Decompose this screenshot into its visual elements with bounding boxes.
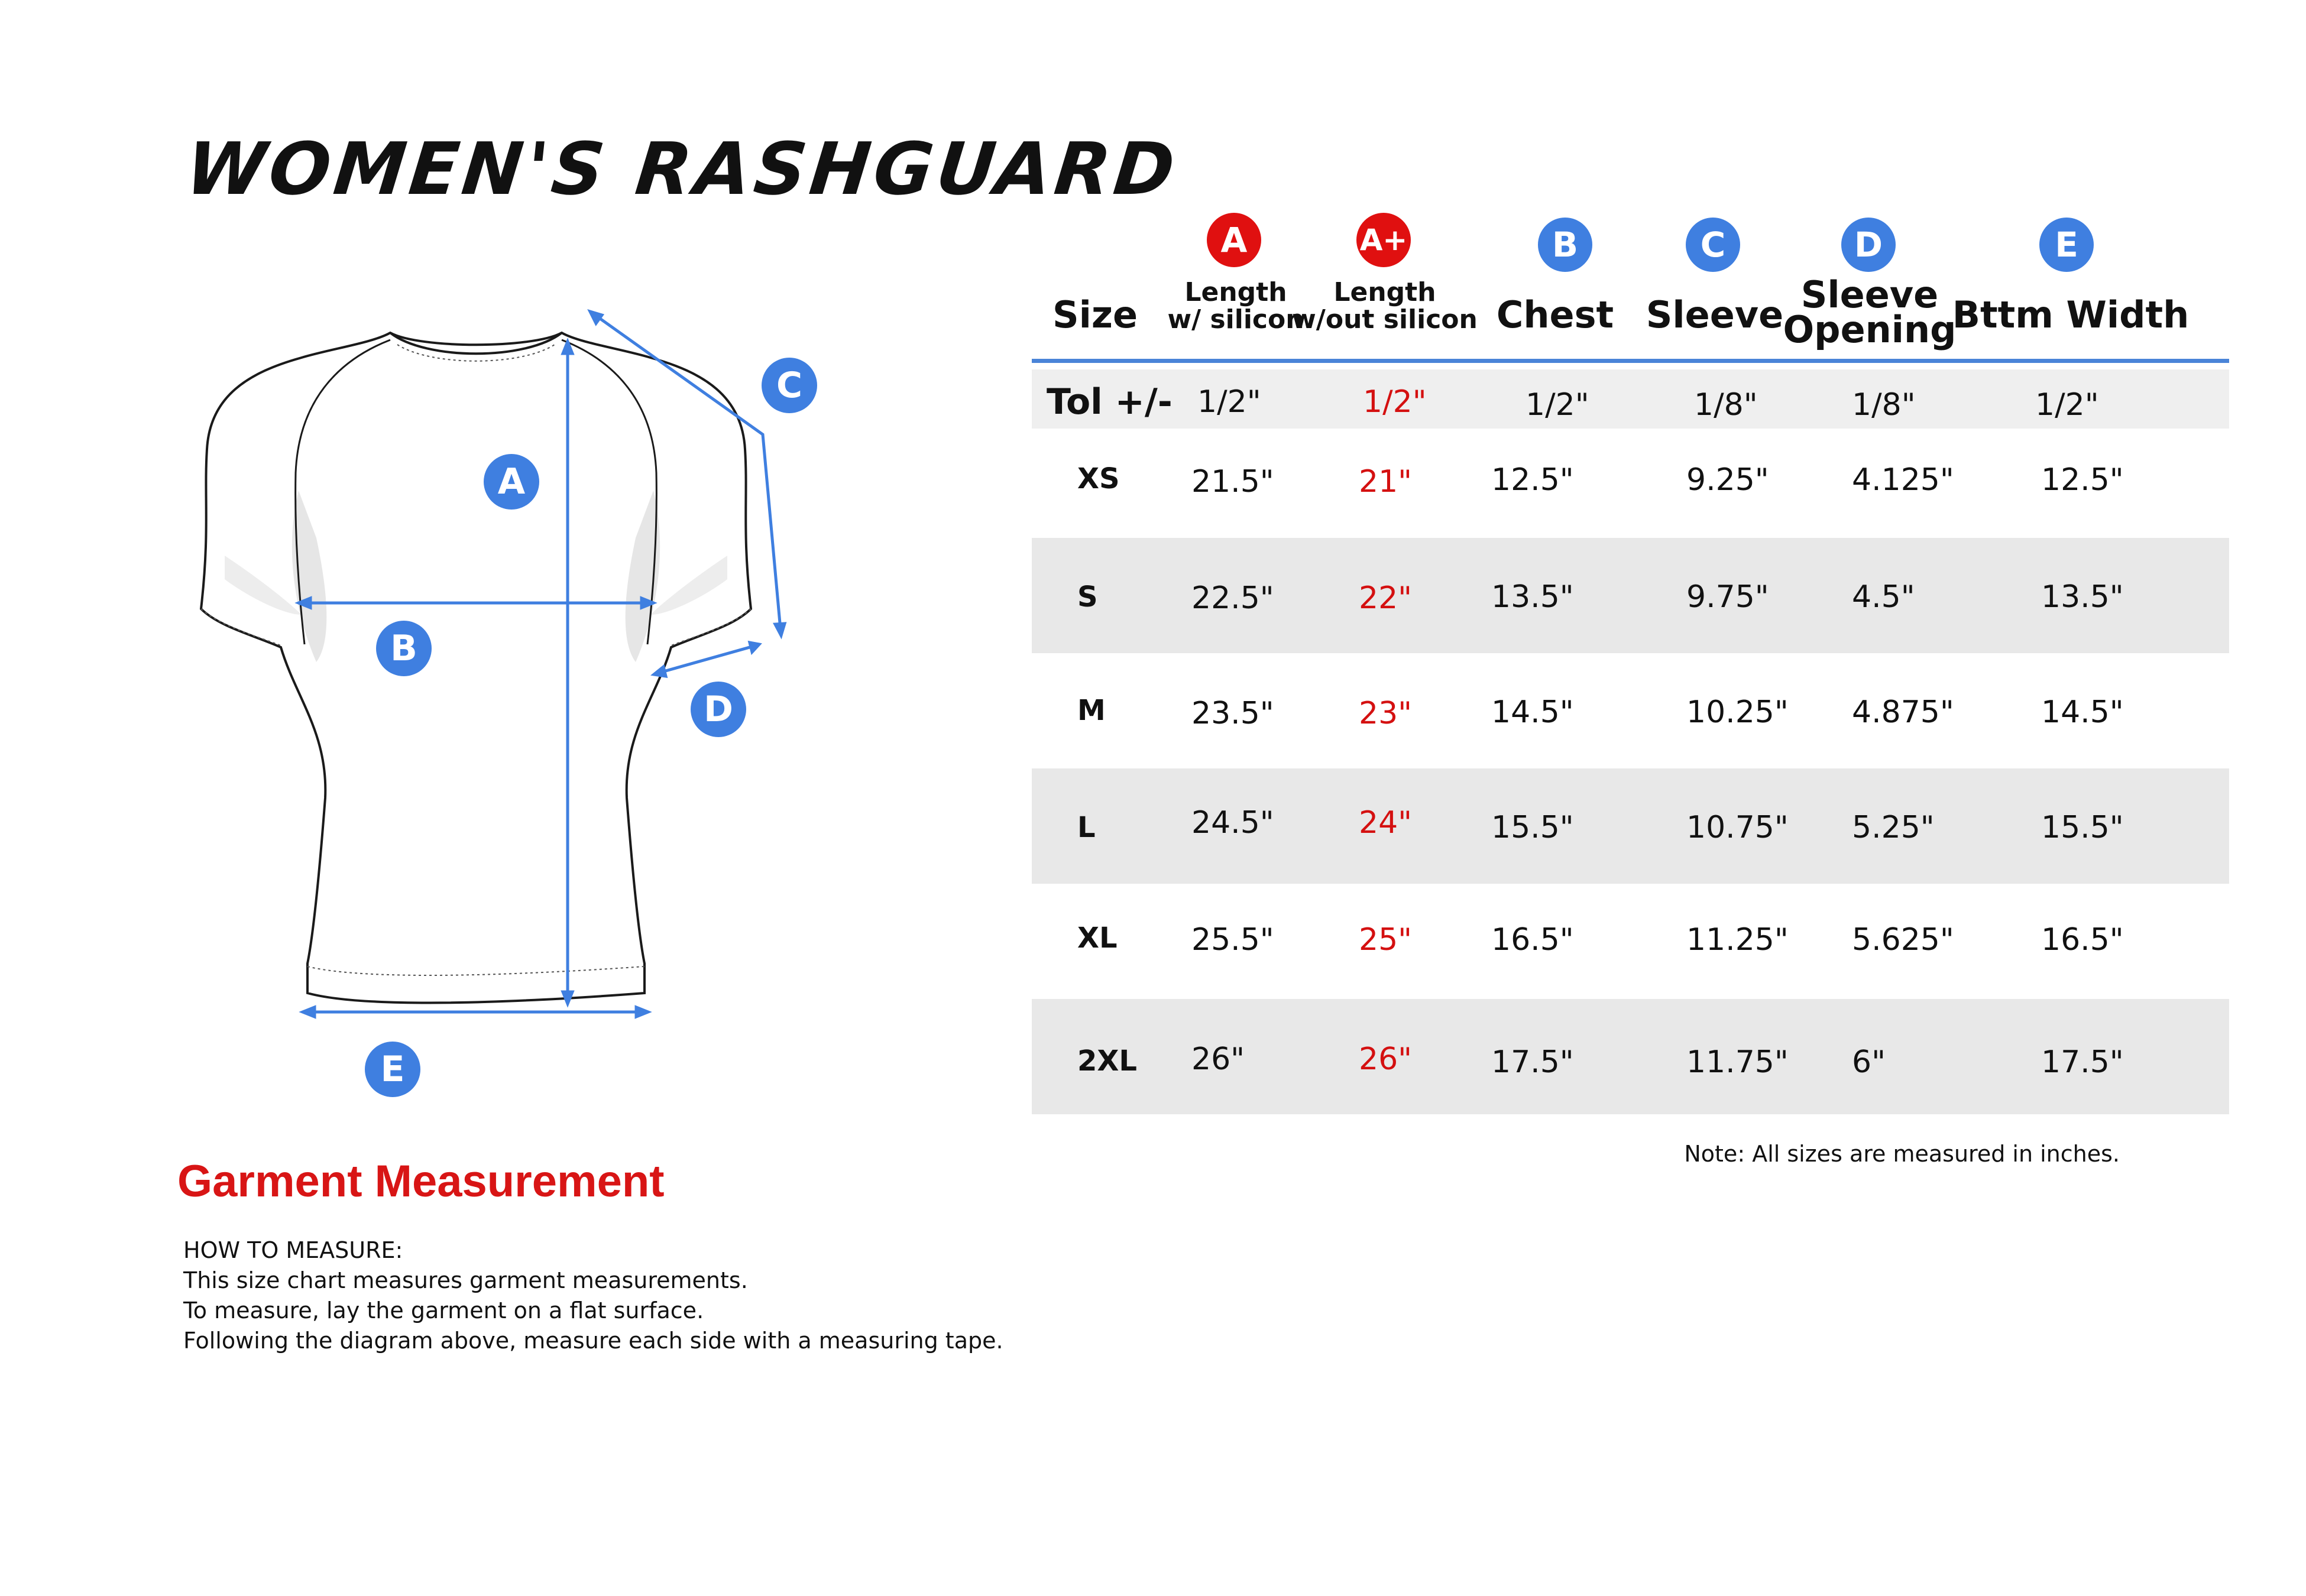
size-label: XL: [1077, 922, 1118, 955]
table-cell: 9.75": [1686, 579, 1769, 615]
how-to-measure-instructions: [183, 1235, 1003, 1356]
table-cell: 4.5": [1852, 579, 1915, 615]
header-bottom-width: Bttm Width: [1952, 293, 2190, 336]
header-line: Opening: [1783, 307, 1957, 351]
header-sleeve-opening: [1783, 273, 1957, 351]
table-cell: 26": [1191, 1042, 1245, 1077]
table-cell: 11.75": [1686, 1044, 1789, 1080]
header-line: w/ silicon: [1167, 304, 1304, 335]
column-marker-b: B: [1538, 218, 1592, 272]
table-cell: 5.25": [1852, 810, 1935, 845]
header-line: Sleeve: [1800, 273, 1939, 316]
header-size: Size: [1052, 293, 1138, 336]
column-marker-a: A: [1207, 213, 1261, 267]
table-cell: 5.625": [1852, 922, 1954, 958]
page-title: WOMEN'S RASHGUARD: [182, 127, 1182, 211]
header-length-with-silicon: [1167, 279, 1304, 333]
column-marker-c: C: [1686, 218, 1740, 272]
size-label: 2XL: [1077, 1044, 1137, 1078]
table-cell: 24.5": [1191, 805, 1274, 841]
garment-diagram: [177, 284, 857, 1123]
table-cell: 15.5": [1491, 810, 1574, 845]
table-cell: 9.25": [1686, 462, 1769, 498]
tolerance-value: 1/2": [2035, 387, 2099, 423]
marker-d-sleeve-opening: D: [691, 682, 746, 737]
marker-e-bottom-width: E: [365, 1042, 420, 1097]
table-cell: 14.5": [1491, 695, 1574, 730]
table-cell: 21.5": [1191, 464, 1274, 499]
table-cell: 17.5": [2041, 1044, 2124, 1080]
size-label: S: [1077, 580, 1098, 614]
column-marker-d: D: [1841, 218, 1896, 272]
table-cell: 4.875": [1852, 695, 1954, 730]
table-cell: 22": [1359, 580, 1413, 616]
table-cell: 10.25": [1686, 695, 1789, 730]
table-cell: 12.5": [2041, 462, 2124, 498]
table-cell: 15.5": [2041, 810, 2124, 845]
table-cell: 26": [1359, 1042, 1413, 1077]
marker-b-chest: B: [376, 621, 432, 676]
marker-c-sleeve: C: [762, 358, 817, 413]
tolerance-label: Tol +/-: [1047, 381, 1173, 423]
table-cell: 16.5": [2041, 922, 2124, 958]
column-marker-a-plus: A+: [1356, 213, 1411, 267]
column-marker-e: E: [2039, 218, 2094, 272]
table-cell: 21": [1359, 464, 1413, 499]
header-line: Length: [1184, 277, 1287, 307]
instruction-line: Following the diagram above, measure each side with a measuring tape.: [183, 1328, 1003, 1354]
header-line: w/out silicon: [1292, 304, 1478, 335]
header-divider: [1032, 359, 2229, 363]
table-cell: 6": [1852, 1044, 1886, 1080]
tolerance-value: 1/8": [1694, 387, 1758, 423]
table-cell: 13.5": [1491, 579, 1574, 615]
size-label: M: [1077, 694, 1106, 727]
garment-measurement-heading: Garment Measurement: [177, 1156, 665, 1206]
tolerance-value: 1/8": [1852, 387, 1916, 423]
header-sleeve: Sleeve: [1646, 293, 1784, 336]
table-cell: 23": [1359, 696, 1413, 731]
table-cell: 16.5": [1491, 922, 1574, 958]
tolerance-value: 1/2": [1363, 384, 1427, 420]
table-cell: 12.5": [1491, 462, 1574, 498]
header-chest: Chest: [1496, 293, 1614, 336]
header-length-without-silicon: [1292, 279, 1478, 333]
table-cell: 10.75": [1686, 810, 1789, 845]
table-cell: 24": [1359, 805, 1413, 841]
header-line: Length: [1333, 277, 1436, 307]
instruction-line: HOW TO MEASURE:: [183, 1237, 403, 1263]
size-label: XS: [1077, 462, 1120, 495]
table-cell: 4.125": [1852, 462, 1954, 498]
table-cell: 14.5": [2041, 695, 2124, 730]
tolerance-value: 1/2": [1197, 384, 1261, 420]
table-cell: 17.5": [1491, 1044, 1574, 1080]
table-cell: 23.5": [1191, 696, 1274, 731]
instruction-line: This size chart measures garment measurements.: [183, 1267, 748, 1293]
size-label: L: [1077, 811, 1096, 844]
tolerance-value: 1/2": [1526, 387, 1589, 423]
rashguard-illustration: [177, 284, 857, 1123]
table-cell: 13.5": [2041, 579, 2124, 615]
instruction-line: To measure, lay the garment on a flat surface.: [183, 1297, 704, 1323]
table-cell: 25.5": [1191, 922, 1274, 958]
table-cell: 22.5": [1191, 580, 1274, 616]
table-cell: 25": [1359, 922, 1413, 958]
table-note: Note: All sizes are measured in inches.: [1684, 1141, 2120, 1167]
table-cell: 11.25": [1686, 922, 1789, 958]
marker-a-length: A: [484, 454, 539, 510]
